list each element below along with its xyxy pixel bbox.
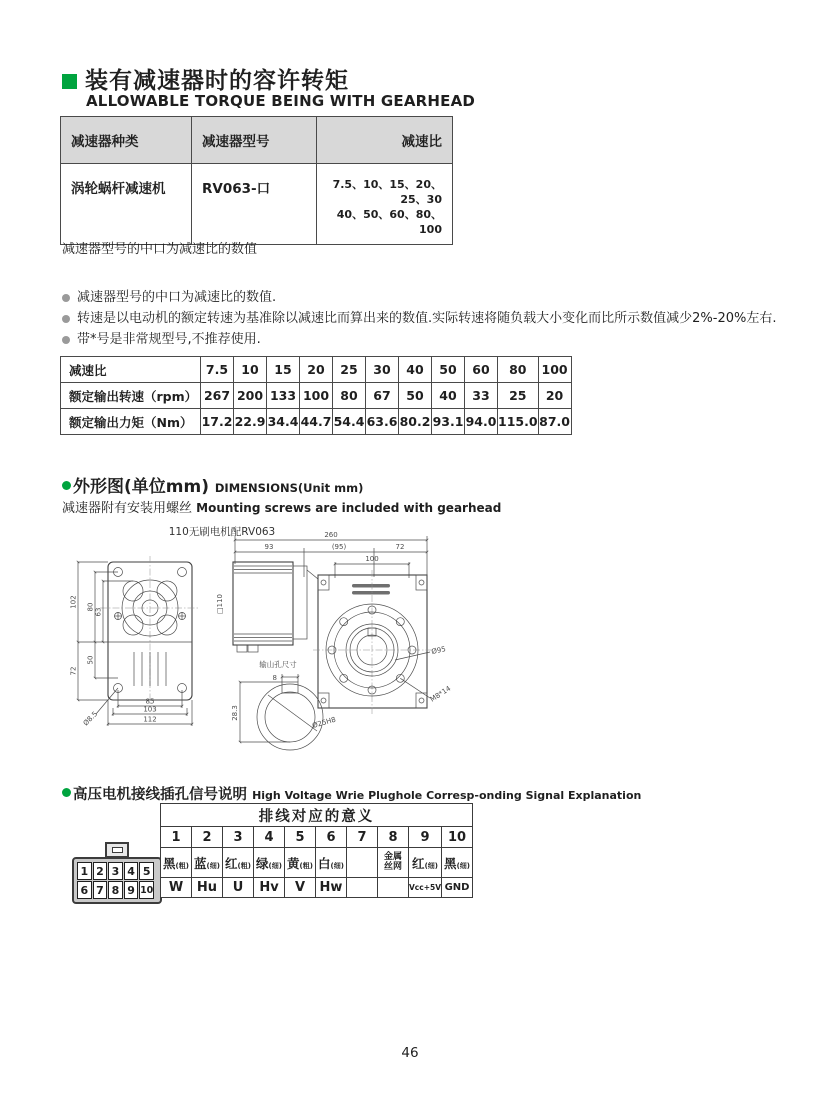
gear-model: RV063-口 <box>192 164 317 245</box>
wire-color: 金属丝网 <box>378 848 409 878</box>
wiring-table-title: 排线对应的意义 <box>161 804 473 827</box>
wire-color <box>347 848 378 878</box>
connector-latch-slot <box>112 847 123 853</box>
ratio-cell: 100 <box>538 357 571 383</box>
dim-motor-frame: □110 <box>216 594 224 614</box>
pin-number-row <box>161 827 473 848</box>
bullet-icon <box>62 315 70 323</box>
torque-cell: 115.0 <box>498 409 539 435</box>
ratio-cell: 20 <box>300 357 333 383</box>
ratio-cell: 7.5 <box>201 357 234 383</box>
dim-gear-len: 72 <box>395 543 405 551</box>
wire-color: 白(细) <box>316 848 347 878</box>
wire-color: 黑(粗) <box>161 848 192 878</box>
note-item <box>62 288 776 308</box>
gear-ratios-line1: 7.5、10、15、20、25、30 <box>332 178 442 206</box>
title-square-icon <box>62 74 77 89</box>
rpm-cell: 50 <box>399 383 432 409</box>
pin-number: 4 <box>254 827 285 848</box>
ratio-cell: 10 <box>234 357 267 383</box>
dim-overall: 260 <box>324 531 338 539</box>
dimensions-sub-en: Mounting screws are included with gearhead <box>196 501 502 515</box>
pin-number: 10 <box>442 827 473 848</box>
note-text: 带*号是非常规型号,不推荐使用. <box>77 332 261 347</box>
pin-number: 9 <box>409 827 442 848</box>
ratio-cell: 15 <box>267 357 300 383</box>
gear-ratios-line2: 40、50、60、80、100 <box>336 208 442 236</box>
output-bore-detail <box>231 659 337 750</box>
col-ratio: 减速比 <box>317 117 453 164</box>
ratio-cell: 80 <box>498 357 539 383</box>
ratio-row <box>61 357 572 383</box>
pin-number: 2 <box>192 827 223 848</box>
connector-pin: 10 <box>139 881 154 899</box>
pin-number: 5 <box>285 827 316 848</box>
rpm-row <box>61 383 572 409</box>
connector-pin: 4 <box>124 862 139 880</box>
col-model: 减速器型号 <box>192 117 317 164</box>
torque-cell: 22.9 <box>234 409 267 435</box>
connector-pin: 3 <box>108 862 123 880</box>
torque-cell: 94.0 <box>465 409 498 435</box>
torque-cell: 63.6 <box>366 409 399 435</box>
dim-left-h2: 80 <box>86 602 95 612</box>
dimensions-sub-zh: 减速器附有安装用螺丝 <box>62 501 193 516</box>
torque-cell: 54.4 <box>333 409 366 435</box>
rpm-cell: 267 <box>201 383 234 409</box>
connector-pin: 9 <box>124 881 139 899</box>
torque-row <box>61 409 572 435</box>
dim-bot-w2: 103 <box>143 705 157 714</box>
torque-cell: 87.0 <box>538 409 571 435</box>
connector-pin: 6 <box>77 881 92 899</box>
signal-cell: Vcc+5V <box>409 878 442 898</box>
ratio-cell: 50 <box>432 357 465 383</box>
dim-mid-len: (95) <box>331 543 347 551</box>
row-label: 减速比 <box>61 357 201 383</box>
rpm-cell: 20 <box>538 383 571 409</box>
dim-keyway-w: 8 <box>272 674 277 682</box>
connector-row <box>77 881 157 899</box>
ratio-table <box>60 356 572 435</box>
note-text: 减速器型号的中口为减速比的数值. <box>77 290 277 305</box>
ratio-cell: 40 <box>399 357 432 383</box>
notes-list <box>62 288 776 351</box>
page-title: 装有减速器时的容许转矩 <box>85 68 349 94</box>
wiring-header-en: High Voltage Wrie Plughole Corresp-onding Signal Explanation <box>252 789 642 802</box>
torque-cell: 34.4 <box>267 409 300 435</box>
signal-cell: V <box>285 878 316 898</box>
connector-diagram <box>72 842 162 904</box>
row-label: 额定输出力矩（Nm） <box>61 409 201 435</box>
pin-number: 7 <box>347 827 378 848</box>
signal-cell <box>378 878 409 898</box>
note-item <box>62 309 776 329</box>
pin-number: 1 <box>161 827 192 848</box>
gear-type: 涡轮蜗杆减速机 <box>61 164 192 245</box>
signal-row <box>161 878 473 898</box>
wire-color: 黑(细) <box>442 848 473 878</box>
front-view <box>70 556 200 727</box>
dim-left-h4: 72 <box>70 666 78 676</box>
rpm-cell: 200 <box>234 383 267 409</box>
gearhead-table-row <box>61 164 453 245</box>
col-type: 减速器种类 <box>61 117 192 164</box>
wire-color: 绿(细) <box>254 848 285 878</box>
wiring-table-title-row <box>161 804 473 827</box>
wiring-header <box>62 783 641 804</box>
ratio-cell: 60 <box>465 357 498 383</box>
dim-left-h5: 50 <box>86 655 95 665</box>
rpm-cell: 25 <box>498 383 539 409</box>
dimensions-header-zh: 外形图(单位mm) <box>73 477 209 497</box>
dimensions-subtitle <box>62 497 501 516</box>
torque-cell: 17.2 <box>201 409 234 435</box>
connector-latch-icon <box>105 842 129 858</box>
note-item <box>62 330 776 350</box>
section-bullet-icon <box>62 788 71 797</box>
dim-motor-len: 93 <box>264 543 274 551</box>
dimensions-header <box>62 472 363 497</box>
connector-pin: 5 <box>139 862 154 880</box>
motor-side-view <box>216 562 318 652</box>
wire-color: 蓝(细) <box>192 848 223 878</box>
torque-cell: 93.1 <box>432 409 465 435</box>
wire-color: 红(细) <box>409 848 442 878</box>
dim-top-width: 100 <box>365 555 379 563</box>
page-number: 46 <box>401 1045 419 1061</box>
page-title-en: ALLOWABLE TORQUE BEING WITH GEARHEAD <box>86 92 476 110</box>
gearhead-table <box>60 116 453 245</box>
table-note: 减速器型号的中口为减速比的数值 <box>62 242 258 257</box>
signal-cell: Hw <box>316 878 347 898</box>
dimension-drawing <box>70 522 535 762</box>
dim-bot-w3: 112 <box>143 715 157 724</box>
signal-cell: Hu <box>192 878 223 898</box>
dim-left-h3: 63 <box>94 607 103 617</box>
signal-cell: W <box>161 878 192 898</box>
pin-number: 3 <box>223 827 254 848</box>
dim-screw: M8*14 <box>428 684 453 704</box>
ratio-cell: 30 <box>366 357 399 383</box>
wiring-table <box>160 803 473 898</box>
connector-row <box>77 862 157 880</box>
dim-bot-w1: 85 <box>145 697 155 706</box>
drawing-caption: 110无刷电机配RV063 <box>168 526 276 538</box>
detail-title: 输山孔尺寸 <box>259 660 297 669</box>
torque-cell: 44.7 <box>300 409 333 435</box>
rpm-cell: 40 <box>432 383 465 409</box>
row-label: 额定输出转速（rpm） <box>61 383 201 409</box>
signal-cell: U <box>223 878 254 898</box>
connector-pin: 2 <box>93 862 108 880</box>
section-bullet-icon <box>62 481 71 490</box>
wire-color-row <box>161 848 473 878</box>
dim-bore-depth: 28.3 <box>231 705 239 721</box>
signal-cell <box>347 878 378 898</box>
note-text: 转速是以电动机的额定转速为基准除以减速比而算出来的数值.实际转速将随负载大小变化而比所示数值减少2%-20%左右. <box>77 311 777 326</box>
wiring-header-zh: 高压电机接线插孔信号说明 <box>73 787 247 803</box>
dim-bore: Ø25H8 <box>311 715 337 730</box>
pin-number: 6 <box>316 827 347 848</box>
gear-ratios <box>317 164 453 245</box>
dim-left-h1: 102 <box>70 595 78 609</box>
dim-corner-hole: Ø8.5 <box>81 709 100 728</box>
signal-cell: Hv <box>254 878 285 898</box>
bullet-icon <box>62 294 70 302</box>
ratio-cell: 25 <box>333 357 366 383</box>
connector-pin: 1 <box>77 862 92 880</box>
connector-pin: 8 <box>108 881 123 899</box>
torque-cell: 80.2 <box>399 409 432 435</box>
gearhead-table-header <box>61 117 453 164</box>
wire-color: 黄(粗) <box>285 848 316 878</box>
gearbox-face-view <box>313 570 453 714</box>
pin-number: 8 <box>378 827 409 848</box>
dim-flange: Ø95 <box>430 645 447 656</box>
wire-color: 红(粗) <box>223 848 254 878</box>
signal-cell: GND <box>442 878 473 898</box>
bullet-icon <box>62 336 70 344</box>
dimensions-header-en: DIMENSIONS(Unit mm) <box>214 481 364 495</box>
rpm-cell: 67 <box>366 383 399 409</box>
rpm-cell: 80 <box>333 383 366 409</box>
connector-body <box>72 857 162 904</box>
rpm-cell: 100 <box>300 383 333 409</box>
connector-pin: 7 <box>93 881 108 899</box>
rpm-cell: 33 <box>465 383 498 409</box>
rpm-cell: 133 <box>267 383 300 409</box>
